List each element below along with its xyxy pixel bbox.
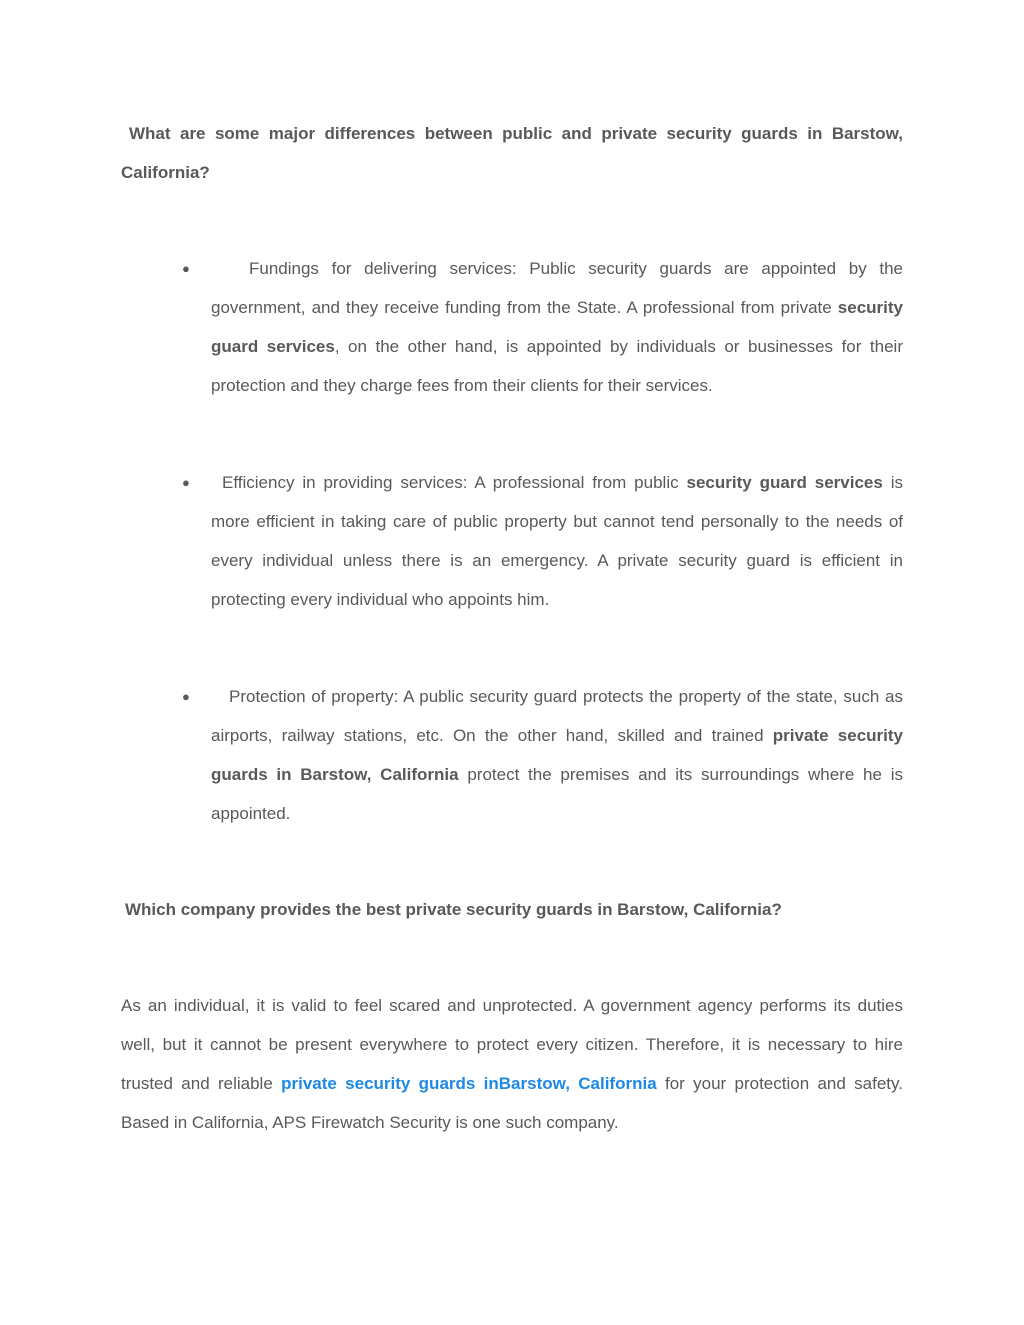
bullet-marker: ●: [182, 261, 190, 276]
bullet-text: Fundings for delivering services: Public security guards are appointed by the government, and they receive funding from the State. A professional from private: [211, 259, 903, 317]
bullet-marker: ●: [182, 475, 190, 490]
bullet-item-protection: [182, 677, 903, 833]
bullet-text: Efficiency in providing services: A professional from public: [222, 473, 687, 492]
bold-keyword: security guard services: [211, 298, 903, 356]
section-heading-differences: What are some major differences between public and private security guards in Barstow, California?: [121, 124, 903, 182]
bullet-text: Protection of property: A public security guard protects the property of the state, such as airports, railway stations, etc. On the other hand, skilled and trained: [211, 687, 903, 745]
bullet-marker: ●: [182, 689, 190, 704]
bullet-item-efficiency: [182, 463, 904, 619]
private-security-guards-link[interactable]: private security guards inBarstow, California: [281, 1074, 657, 1093]
bullet-text-continued: is more efficient in taking care of public property but cannot tend personally to the needs of every individual unless there is an emergency. A private security guard is efficient in protecting every individual who appoints him.: [211, 473, 904, 609]
bold-keyword: private security guards in Barstow, California: [211, 726, 903, 784]
bullet-text-continued: , on the other hand, is appointed by individuals or businesses for their protection and they charge fees from their clients for their services.: [211, 337, 903, 395]
bold-keyword: security guard services: [686, 473, 883, 492]
paragraph-text: As an individual, it is valid to feel scared and unprotected. A government agency performs its duties well, but it cannot be present everywhere to protect every citizen. Therefore, it is necessary to hire trusted and reliable: [121, 996, 903, 1093]
bullet-text-continued: protect the premises and its surroundings where he is appointed.: [211, 765, 903, 823]
section-heading-best-company: Which company provides the best private security guards in Barstow, California?: [125, 900, 782, 919]
bullet-item-funding: [182, 249, 903, 405]
closing-paragraph: [121, 986, 903, 1142]
paragraph-text-continued: for your protection and safety. Based in California, APS Firewatch Security is one such company.: [121, 1074, 903, 1132]
